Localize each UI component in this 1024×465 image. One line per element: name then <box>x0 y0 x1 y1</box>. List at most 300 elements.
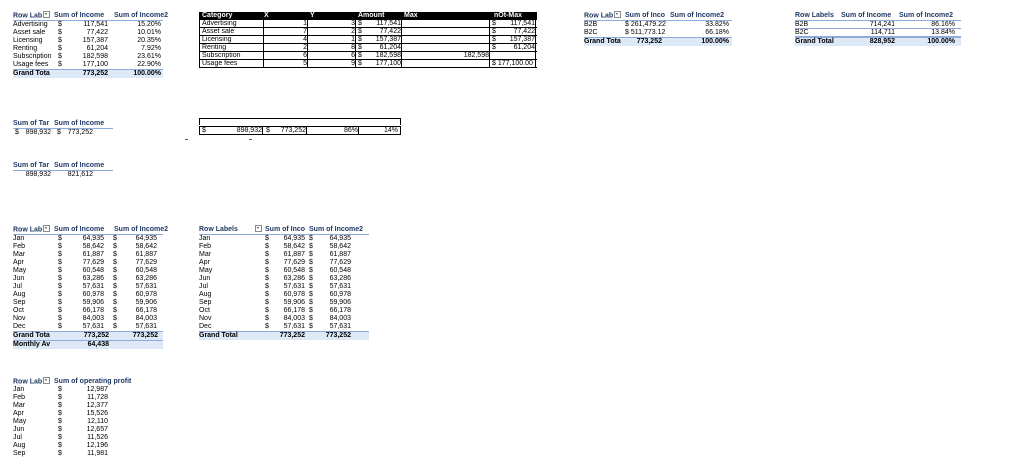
currency-sign: $ <box>113 259 117 266</box>
month-label: Jan <box>13 235 25 242</box>
table-row[interactable] <box>13 61 163 69</box>
currency-sign: $ <box>265 259 269 266</box>
pivot-target-vs-income[interactable] <box>13 120 113 137</box>
currency-sign: $ <box>15 129 19 136</box>
income2-value: 61,887 <box>329 251 351 258</box>
max-value <box>402 28 490 36</box>
currency-sign: $ <box>113 307 117 314</box>
category-label: Asset sale <box>13 29 46 36</box>
sum-target-header: Sum of Tar <box>13 120 50 127</box>
income2-value: 84,003 <box>329 315 351 322</box>
operating-profit-value: 12,196 <box>86 442 108 449</box>
stray-mark <box>249 139 252 140</box>
currency-sign: $ <box>58 307 62 314</box>
income-value: 84,003 <box>283 315 305 322</box>
currency-sign: $ <box>58 386 62 393</box>
table-row[interactable] <box>13 386 163 394</box>
currency-sign: $ <box>265 275 269 282</box>
income2-value: 64,935 <box>329 235 351 242</box>
row-labels-header: Row Labels <box>199 226 238 233</box>
sum-income-header: Sum of Income <box>54 120 105 127</box>
currency-sign: $ <box>58 61 62 68</box>
table-row[interactable] <box>13 307 163 315</box>
income-value: 117,541 <box>83 21 108 28</box>
month-label: Aug <box>13 291 26 298</box>
income-percent: 66.18% <box>705 29 729 36</box>
amount-header: Amount <box>358 12 398 20</box>
empty-bordered-cell <box>199 118 401 125</box>
sum-income2-header: Sum of Income2 <box>670 12 725 19</box>
x-value: 6 <box>264 52 308 60</box>
month-label: Jun <box>13 275 25 282</box>
currency-sign: $ <box>265 307 269 314</box>
row-labels-text: Row Lab <box>13 226 43 234</box>
month-label: Sep <box>13 299 26 306</box>
table-row[interactable] <box>13 37 163 45</box>
category-label: Renting <box>13 45 38 52</box>
table-row[interactable] <box>13 410 163 418</box>
currency-sign: $ <box>358 44 362 51</box>
grand-total-income: 773,252 <box>636 38 662 45</box>
currency-sign: $ <box>265 251 269 258</box>
table-row[interactable] <box>795 29 961 37</box>
sum-income2-header: Sum of Income2 <box>309 226 364 233</box>
table-row[interactable] <box>13 21 163 29</box>
pivot-b2b-b2c[interactable] <box>584 12 732 46</box>
table-row[interactable] <box>199 291 369 299</box>
currency-sign: $ <box>309 307 313 314</box>
income2-value: 60,978 <box>135 291 157 298</box>
sum-target-value: 898,932 <box>25 129 51 136</box>
category-label: Advertising <box>13 21 48 28</box>
pivot-income-by-month[interactable] <box>13 226 169 349</box>
currency-sign: $ <box>309 299 313 306</box>
not-max-value: $ 177,100.00 <box>492 60 533 67</box>
currency-sign: $ <box>265 291 269 298</box>
month-label: May <box>199 267 213 274</box>
table-row[interactable] <box>13 53 163 61</box>
currency-sign: $ <box>309 235 313 242</box>
currency-sign: $ <box>113 275 117 282</box>
income2-value: 57,631 <box>135 283 157 290</box>
month-label: Aug <box>199 291 212 298</box>
month-label: Apr <box>199 259 210 266</box>
grand-total-income: 773,252 <box>83 332 109 339</box>
income-value: 63,286 <box>82 275 104 282</box>
table-row[interactable] <box>13 450 163 458</box>
grand-total-income2: 773,252 <box>325 332 351 339</box>
month-label: Sep <box>13 450 26 457</box>
income-percent: 13.84% <box>931 29 955 36</box>
not-max-value: $ <box>492 28 496 35</box>
table-row[interactable] <box>13 442 163 450</box>
income-value: 61,204 <box>86 45 108 52</box>
y-value: 9 <box>308 60 356 68</box>
currency-sign: $ <box>58 251 62 258</box>
table-row[interactable] <box>200 36 537 44</box>
month-label: Jun <box>199 275 211 282</box>
income2-value: 64,935 <box>135 235 157 242</box>
income-value: 59,906 <box>283 299 305 306</box>
x-value: 5 <box>264 60 308 68</box>
income-percent: 10.01% <box>137 29 161 36</box>
table-row[interactable] <box>199 283 369 291</box>
currency-sign: $ <box>58 291 62 298</box>
income2-value: 60,548 <box>329 267 351 274</box>
currency-sign: $ <box>58 394 62 401</box>
income2-value: 57,631 <box>329 283 351 290</box>
table-row[interactable] <box>200 20 537 28</box>
pivot-income-by-category[interactable] <box>13 12 169 78</box>
table-row[interactable] <box>199 243 369 251</box>
x-value: 7 <box>264 28 308 36</box>
monthly-average-label: Monthly Av <box>13 341 51 348</box>
operating-profit-value: 12,377 <box>86 402 108 409</box>
table-row[interactable] <box>199 307 369 315</box>
max-value <box>402 20 490 28</box>
filter-dropdown-icon[interactable] <box>43 225 50 232</box>
currency-sign: $ <box>58 283 62 290</box>
currency-sign: $ <box>58 410 62 417</box>
table-row[interactable] <box>199 323 369 331</box>
sum-operating-profit-header: Sum of operating profit <box>54 378 132 385</box>
month-label: Jan <box>199 235 211 242</box>
operating-profit-value: 12,987 <box>86 386 108 393</box>
table-row[interactable] <box>13 291 163 299</box>
not-max-amount <box>500 52 536 60</box>
pivot-income-by-month-2[interactable] <box>199 226 369 340</box>
category-header: Category <box>202 12 262 20</box>
currency-sign: $ <box>58 267 62 274</box>
table-row[interactable] <box>199 299 369 307</box>
table-row[interactable] <box>199 251 369 259</box>
not-max-header: nOt-Max <box>494 12 534 20</box>
category-label: Licensing <box>13 37 43 44</box>
currency-sign: $ <box>358 60 362 67</box>
not-max-value: $ <box>492 44 496 51</box>
table-row[interactable] <box>13 426 163 434</box>
currency-sign: $ <box>113 235 117 242</box>
segment-label: B2C <box>795 29 809 36</box>
table-row[interactable] <box>200 60 537 68</box>
sum-income2-header: Sum of Income2 <box>899 12 954 19</box>
month-label: Dec <box>13 323 26 330</box>
category-label: Licensing <box>202 36 264 44</box>
income-value: 77,629 <box>82 259 104 266</box>
currency-sign: $ <box>58 37 62 44</box>
currency-sign: $ <box>309 283 313 290</box>
table-row[interactable] <box>13 315 163 323</box>
max-value <box>402 44 490 52</box>
month-label: Feb <box>199 243 212 250</box>
table-row[interactable] <box>200 28 537 36</box>
grand-total-label: Grand Total <box>199 332 238 339</box>
income-value: 63,286 <box>283 275 305 282</box>
filter-dropdown-icon[interactable] <box>614 11 621 18</box>
income-value: 64,935 <box>82 235 104 242</box>
row-labels-header[interactable] <box>13 226 53 234</box>
x-header: X <box>264 12 304 20</box>
category-label: Usage fees <box>13 61 49 68</box>
row-labels-header[interactable] <box>13 12 53 20</box>
sum-income-header: Sum of Income <box>841 12 892 19</box>
table-row[interactable] <box>13 267 163 275</box>
x-value: 2 <box>264 44 308 52</box>
income-value: 714,241 <box>869 21 895 28</box>
grand-total-income: 773,252 <box>279 332 305 339</box>
currency-sign: $ <box>58 275 62 282</box>
table-row[interactable] <box>13 434 163 442</box>
not-max-amount: 157,387 <box>500 36 536 44</box>
grand-total-label: Grand Tota <box>13 332 50 339</box>
currency-sign: $ <box>58 434 62 441</box>
income-percent: 15.20% <box>137 21 161 28</box>
currency-sign: $ <box>309 291 313 298</box>
filter-dropdown-icon[interactable] <box>43 11 50 18</box>
table-row[interactable] <box>200 52 537 60</box>
currency-sign: $ <box>58 235 62 242</box>
not-max-amount: 61,204 <box>500 44 536 52</box>
not-max-value: $ <box>492 20 496 27</box>
income2-value: 66,178 <box>135 307 157 314</box>
table-row[interactable] <box>795 21 961 29</box>
table-row[interactable] <box>13 394 163 402</box>
y-value: 6 <box>308 52 356 60</box>
month-label: Mar <box>13 402 26 409</box>
income2-value: 59,906 <box>329 299 351 306</box>
table-row[interactable] <box>13 283 163 291</box>
sum-income-header: Sum of Inco <box>625 12 666 19</box>
currency-sign: $ <box>309 275 313 282</box>
sum-income-header: Sum of Income <box>54 226 105 233</box>
income2-value: 77,629 <box>135 259 157 266</box>
table-row[interactable] <box>584 29 732 37</box>
row-labels-header[interactable] <box>584 12 624 20</box>
month-label: Feb <box>13 243 26 250</box>
currency-sign: $ <box>113 251 117 258</box>
table-row[interactable] <box>13 418 163 426</box>
currency-sign: $ <box>58 426 62 433</box>
currency-sign: $ <box>58 53 62 60</box>
month-label: Jul <box>13 283 22 290</box>
operating-profit-value: 12,110 <box>87 418 108 425</box>
table-row[interactable] <box>199 235 369 243</box>
currency-sign: $ <box>309 251 313 258</box>
currency-sign: $ <box>113 299 117 306</box>
table-row[interactable] <box>13 29 163 37</box>
y-header: Y <box>310 12 350 20</box>
max-value <box>402 36 490 44</box>
y-value: 1 <box>308 36 356 44</box>
table-row[interactable] <box>200 44 537 52</box>
y-value: 8 <box>308 44 356 52</box>
row-labels-text: Row Lab <box>13 12 43 20</box>
month-label: Dec <box>199 323 212 330</box>
sum-income-value: 821,612 <box>67 171 93 178</box>
income-value: 57,631 <box>82 283 104 290</box>
sum-income-header: Sum of Income <box>54 12 105 19</box>
month-label: Jun <box>13 426 25 433</box>
currency-sign: $ <box>113 315 117 322</box>
currency-sign: $ <box>58 45 62 52</box>
month-label: Apr <box>13 259 24 266</box>
sum-income2-header: Sum of Income2 <box>114 226 169 233</box>
target-value: 898,932 <box>210 127 263 135</box>
income2-value: 84,003 <box>135 315 157 322</box>
x-value: 4 <box>264 36 308 44</box>
segment-label: B2C <box>584 29 598 36</box>
table-row[interactable] <box>199 259 369 267</box>
month-label: Mar <box>13 251 26 258</box>
income-value: 57,631 <box>283 323 305 330</box>
month-label: Apr <box>13 410 24 417</box>
y-value: 3 <box>308 20 356 28</box>
filter-dropdown[interactable] <box>254 226 262 234</box>
income-value: $ 511,773.12 <box>625 29 666 36</box>
max-value <box>402 60 490 68</box>
operating-profit-value: 12,657 <box>86 426 108 433</box>
row-labels-text: Row Lab <box>13 378 43 386</box>
not-max-amount: 117,541 <box>500 20 536 28</box>
income2-value: 58,642 <box>135 243 157 250</box>
currency-sign: $ <box>265 323 269 330</box>
sum-income-header: Sum of Income <box>54 162 105 169</box>
table-row[interactable] <box>13 299 163 307</box>
remaining-percent: 14% <box>383 127 398 134</box>
currency-sign: $ <box>309 267 313 274</box>
grand-total-label: Grand Tota <box>584 38 621 45</box>
income-value: 64,935 <box>283 235 305 242</box>
income-value: 77,629 <box>283 259 305 266</box>
income2-value: 60,978 <box>329 291 351 298</box>
month-label: May <box>13 418 27 425</box>
target-comparison-row <box>199 118 403 135</box>
currency-sign: $ <box>58 418 62 425</box>
table-row[interactable] <box>584 21 732 29</box>
grand-total-label: Grand Tota <box>13 70 50 77</box>
row-labels-text: Row Lab <box>584 12 614 20</box>
table-row[interactable] <box>13 251 163 259</box>
pivot-operating-profit[interactable] <box>13 378 163 458</box>
income2-value: 63,286 <box>329 275 351 282</box>
max-header: Max <box>404 12 444 20</box>
month-label: Aug <box>13 442 26 449</box>
category-table <box>199 12 537 68</box>
currency-sign: $ <box>358 28 362 35</box>
table-row[interactable] <box>13 235 163 243</box>
income2-value: 58,642 <box>329 243 351 250</box>
income-value: 66,178 <box>283 307 305 314</box>
currency-sign: $ <box>309 243 313 250</box>
month-label: Nov <box>13 315 26 322</box>
row-labels-header[interactable] <box>13 378 53 386</box>
income2-value: 66,178 <box>329 307 351 314</box>
table-row[interactable] <box>13 243 163 251</box>
currency-sign: $ <box>202 127 206 134</box>
income-value: 60,978 <box>82 291 104 298</box>
table-row[interactable] <box>13 402 163 410</box>
grand-total-percent: 100.00% <box>133 70 161 77</box>
segment-label: B2B <box>584 21 598 28</box>
grand-total-income: 828,952 <box>869 38 895 45</box>
income2-value: 60,548 <box>135 267 157 274</box>
filter-dropdown-icon[interactable] <box>255 225 262 232</box>
currency-sign: $ <box>265 299 269 306</box>
filter-dropdown-icon[interactable] <box>43 377 50 384</box>
amount-value: 182,598 <box>366 52 402 60</box>
currency-sign: $ <box>58 299 62 306</box>
table-row[interactable] <box>13 275 163 283</box>
table-row[interactable] <box>199 275 369 283</box>
month-label: Jan <box>13 386 25 393</box>
income-value: 773,252 <box>270 127 307 135</box>
currency-sign: $ <box>58 259 62 266</box>
currency-sign: $ <box>358 52 362 59</box>
table-row[interactable] <box>199 315 369 323</box>
currency-sign: $ <box>309 259 313 266</box>
operating-profit-value: 11,526 <box>87 434 108 441</box>
currency-sign: $ <box>266 127 270 134</box>
currency-sign: $ <box>265 235 269 242</box>
currency-sign: $ <box>113 243 117 250</box>
income-value: 58,642 <box>283 243 305 250</box>
not-max-amount <box>500 60 536 68</box>
table-row[interactable] <box>13 45 163 53</box>
income-percent: 23.61% <box>137 53 161 60</box>
category-label: Renting <box>202 44 264 52</box>
income-value: 157,387 <box>82 37 108 44</box>
grand-total-percent: 100.00% <box>927 38 955 45</box>
currency-sign: $ <box>58 21 62 28</box>
income-percent: 33.82% <box>705 21 729 28</box>
income-value: 177,100 <box>82 61 108 68</box>
income-value: 77,422 <box>86 29 108 36</box>
table-row[interactable] <box>13 259 163 267</box>
month-label: Nov <box>199 315 212 322</box>
pivot-target-vs-income-2[interactable] <box>13 162 113 179</box>
month-label: Oct <box>199 307 210 314</box>
table-row[interactable] <box>199 267 369 275</box>
y-value: 2 <box>308 28 356 36</box>
month-label: Mar <box>199 251 212 258</box>
grand-total-income2: 773,252 <box>132 332 158 339</box>
month-label: Sep <box>199 299 212 306</box>
currency-sign: $ <box>113 283 117 290</box>
table-row[interactable] <box>13 323 163 331</box>
operating-profit-value: 11,981 <box>87 450 108 457</box>
currency-sign: $ <box>265 283 269 290</box>
amount-value: 177,100 <box>366 60 402 68</box>
income-value: 61,887 <box>82 251 104 258</box>
currency-sign: $ <box>58 402 62 409</box>
grand-total-percent: 100.00% <box>701 38 729 45</box>
income-value: 58,642 <box>82 243 104 250</box>
income-percent: 22.90% <box>137 61 161 68</box>
month-label: Jul <box>13 434 22 441</box>
currency-sign: $ <box>309 323 313 330</box>
pivot-b2b-b2c-labels[interactable] <box>795 12 961 46</box>
currency-sign: $ <box>113 323 117 330</box>
category-label: Usage fees <box>202 60 264 68</box>
amount-value: 157,387 <box>366 36 402 44</box>
currency-sign: $ <box>113 267 117 274</box>
currency-sign: $ <box>58 315 62 322</box>
currency-sign: $ <box>358 20 362 27</box>
not-max-value: $ <box>492 36 496 43</box>
month-label: Oct <box>13 307 24 314</box>
income2-value: 59,906 <box>135 299 157 306</box>
currency-sign: $ <box>265 315 269 322</box>
